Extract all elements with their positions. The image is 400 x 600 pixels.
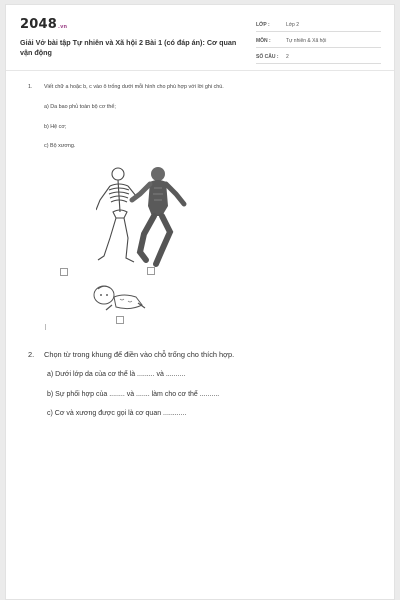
document-page	[5, 4, 395, 600]
document-title: Giải Vở bài tập Tự nhiên và Xã hội 2 Bài 1 (có đáp án): Cơ quan vận động	[20, 38, 237, 57]
meta-value: 2	[286, 54, 289, 60]
question-2	[28, 350, 378, 360]
muscle-figure	[132, 167, 184, 264]
question-2-option-a: a) Dưới lớp da của cơ thể là ......... và ..........	[47, 371, 186, 378]
site-logo[interactable]	[20, 17, 67, 32]
question-1	[28, 84, 378, 92]
question-1-option-a: a) Da bao phủ toàn bộ cơ thể;	[44, 104, 116, 110]
question-text: Viết chữ a hoặc b, c vào ô trống dưới mỗi hình cho phù hợp với lời ghi chú.	[44, 84, 224, 90]
meta-value: Lớp 2	[286, 22, 300, 28]
question-2-option-b: b) Sự phối hợp của ........ và ....... làm cho cơ thể ..........	[47, 391, 220, 398]
meta-key: SỐ CÂU :	[256, 54, 279, 60]
meta-value: Tự nhiên & Xã hội	[286, 38, 327, 44]
skeleton-muscle-illustration	[96, 160, 188, 272]
logo-suffix: .vn	[57, 24, 68, 30]
meta-row-grade	[256, 18, 381, 32]
answer-box-skin[interactable]	[116, 316, 124, 324]
question-number: 2.	[28, 350, 35, 359]
meta-row-question-count	[256, 50, 381, 64]
skeleton-figure	[96, 168, 144, 262]
meta-key: MÔN :	[256, 38, 271, 44]
answer-box-skeleton[interactable]	[60, 268, 68, 276]
logo-number: 2048	[20, 17, 57, 32]
meta-key: LỚP :	[256, 22, 270, 28]
question-1-option-c: c) Bộ xương.	[44, 143, 76, 149]
question-text: Chọn từ trong khung để điền vào chỗ trống cho thích hợp.	[44, 350, 235, 359]
meta-row-subject	[256, 34, 381, 48]
answer-box-muscle[interactable]	[147, 267, 155, 275]
document-header	[6, 5, 394, 71]
question-number: 1.	[28, 84, 33, 90]
baby-illustration	[90, 283, 148, 313]
margin-mark	[45, 324, 46, 330]
question-2-option-c: c) Cơ và xương được gọi là cơ quan ............	[47, 410, 187, 417]
question-1-option-b: b) Hệ cơ;	[44, 124, 67, 130]
